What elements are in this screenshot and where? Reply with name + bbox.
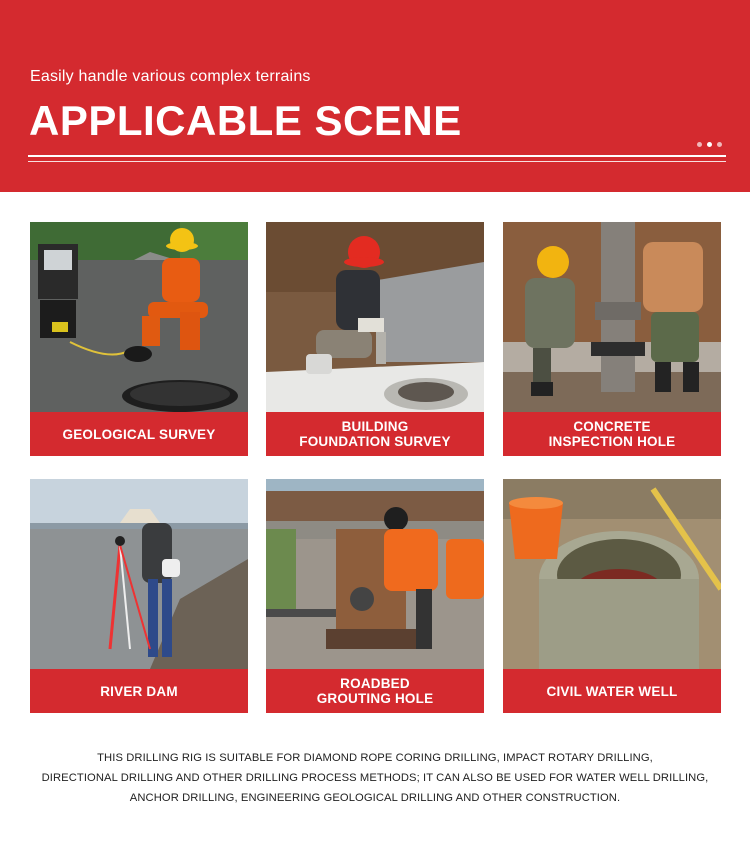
slider-dot[interactable] (697, 142, 702, 147)
scene-photo-roadbed-grouting-hole (266, 479, 484, 669)
scene-card-civil-water-well (503, 479, 721, 713)
scene-label-river-dam (30, 669, 248, 713)
scene-label-line: CONCRETE (573, 419, 651, 434)
description-line: ANCHOR DRILLING, ENGINEERING GEOLOGICAL DRILLING AND OTHER CONSTRUCTION. (129, 792, 621, 804)
slider-dot-active[interactable] (707, 142, 712, 147)
scene-label-building-foundation-survey (266, 412, 484, 456)
scene-card-building-foundation-survey (266, 222, 484, 456)
scene-photo-building-foundation-survey (266, 222, 484, 412)
scene-photo-river-dam (30, 479, 248, 669)
scene-card-concrete-inspection-hole (503, 222, 721, 456)
scene-label-line: INSPECTION HOLE (548, 434, 676, 449)
scene-label-concrete-inspection-hole (503, 412, 721, 456)
scene-label-geological-survey (30, 412, 248, 456)
scene-label-line: ROADBED (340, 676, 410, 691)
scene-card-roadbed-grouting-hole (266, 479, 484, 713)
header-banner (0, 0, 750, 192)
divider-line-thin (28, 161, 726, 162)
scene-photo-geological-survey (30, 222, 248, 412)
description-text (20, 748, 730, 808)
description-line: THIS DRILLING RIG IS SUITABLE FOR DIAMOND ROPE CORING DRILLING, IMPACT ROTARY DRILLING, (97, 752, 653, 764)
page-title: APPLICABLE SCENE (29, 97, 462, 144)
description-line: DIRECTIONAL DRILLING AND OTHER DRILLING PROCESS METHODS; IT CAN ALSO BE USED FOR WATER WELL DRILLING, (41, 772, 709, 784)
scene-label-line: RIVER DAM (100, 683, 178, 699)
scene-label-line: BUILDING (341, 419, 409, 434)
header-subtitle: Easily handle various complex terrains (30, 68, 311, 85)
divider-line (28, 155, 726, 157)
scene-label-civil-water-well (503, 669, 721, 713)
slider-dot[interactable] (717, 142, 722, 147)
slider-dots (697, 142, 722, 147)
scene-label-line: GROUTING HOLE (316, 691, 434, 706)
scene-card-river-dam (30, 479, 248, 713)
scene-label-line: FOUNDATION SURVEY (299, 434, 451, 449)
scene-label-line: GEOLOGICAL SURVEY (62, 426, 216, 442)
scene-label-roadbed-grouting-hole (266, 669, 484, 713)
scene-card-geological-survey (30, 222, 248, 456)
scene-photo-concrete-inspection-hole (503, 222, 721, 412)
scene-photo-civil-water-well (503, 479, 721, 669)
scene-label-line: CIVIL WATER WELL (546, 683, 678, 699)
